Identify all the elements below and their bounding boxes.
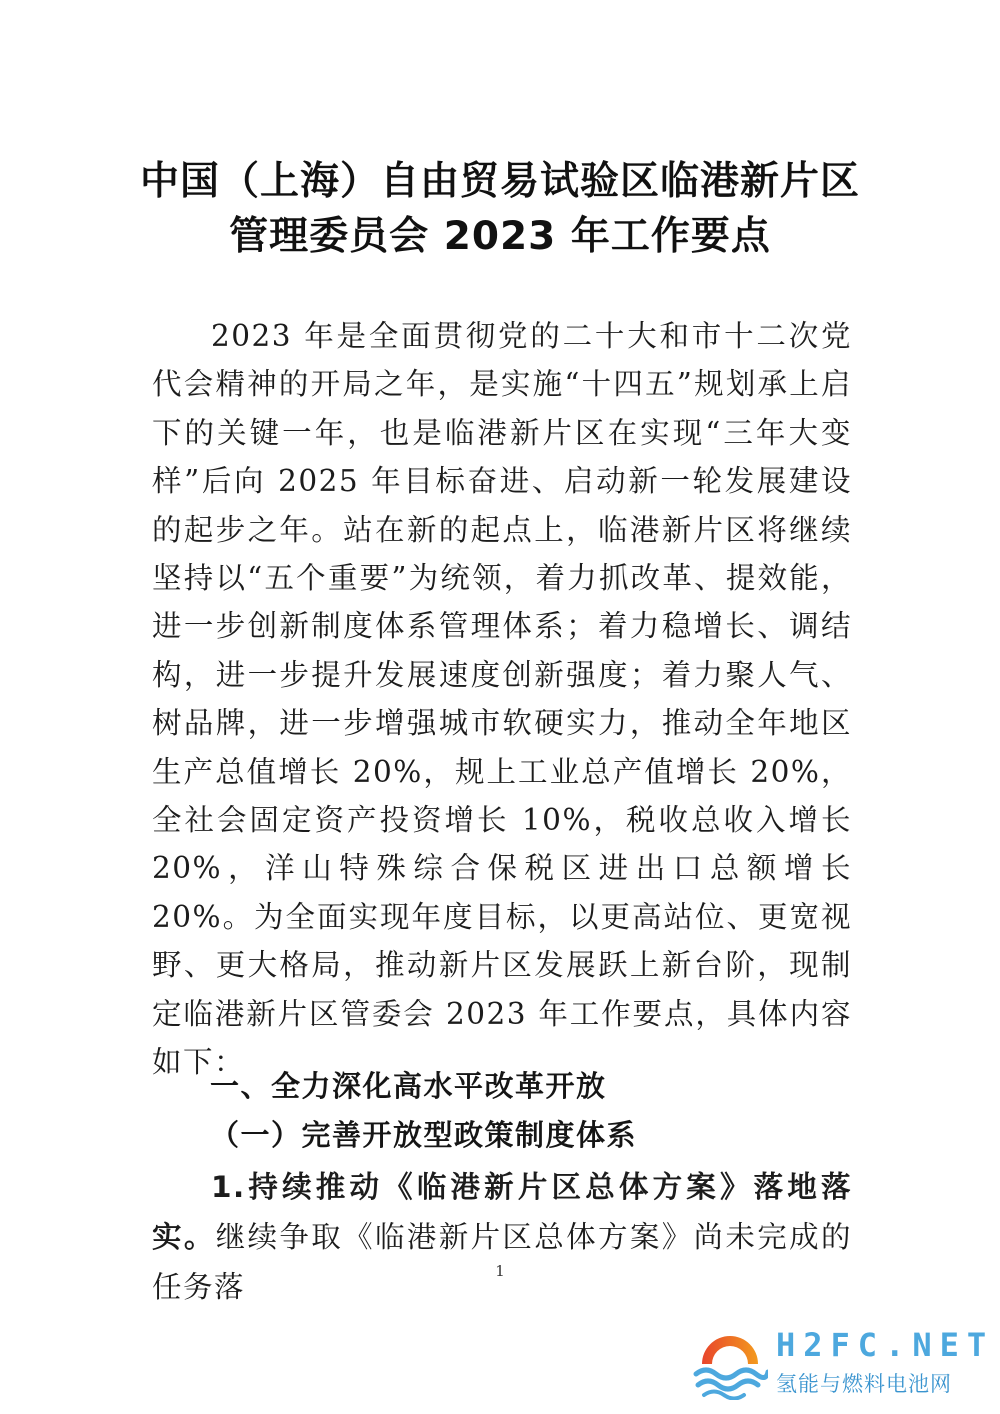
watermark-subtitle: 氢能与燃料电池网 — [776, 1372, 952, 1396]
document-title-line-1: 中国（上海）自由贸易试验区临港新片区 — [139, 159, 860, 204]
document-title-line-2: 管理委员会 2023 年工作要点 — [229, 214, 771, 259]
page-number: 1 — [495, 1262, 505, 1280]
item-paragraph — [152, 1162, 852, 1312]
watermark — [692, 1324, 995, 1404]
sun-over-waves-logo-icon — [692, 1330, 768, 1400]
section-heading: 一、全力深化高水平改革开放 — [210, 1069, 607, 1103]
item-lead-text: 1.持续推动《临港新片区总体方案》落地落实。 — [152, 1170, 852, 1254]
intro-paragraph: 2023 年是全面贯彻党的二十大和市十二次党代会精神的开局之年，是实施“十四五”规划承上启下的关键一年，也是临港新片区在实现“三年大变样”后向 2025 年目标奋进、启动新一轮发展建设的起步之年。站在新的起点上，临港新片区将继续坚持以“五个重要”为统领，着力抓改革、提效能，进一步创新制度体系管理体系；着力稳增长、调结构，进一步提升发展速度创新强度；着力聚人气、树品牌，进一步增强城市软硬实力，推动全年地区生产总值增长 20%，规上工业总产值增长 20%，全社会固定资产投资增长 10%，税收总收入增长 20%，洋山特殊综合保税区进出口总额增长 20%。为全面实现年度目标，以更高站位、更宽视野、更大格局，推动新片区发展跃上新台阶，现制定临港新片区管委会 2023 年工作要点，具体内容如下： — [152, 319, 852, 1080]
item-body-text: 继续争取《临港新片区总体方案》尚未完成的任务落 — [152, 1220, 852, 1304]
subsection-heading: （一）完善开放型政策制度体系 — [210, 1118, 638, 1152]
watermark-brand: H2FC.NET — [776, 1326, 995, 1364]
